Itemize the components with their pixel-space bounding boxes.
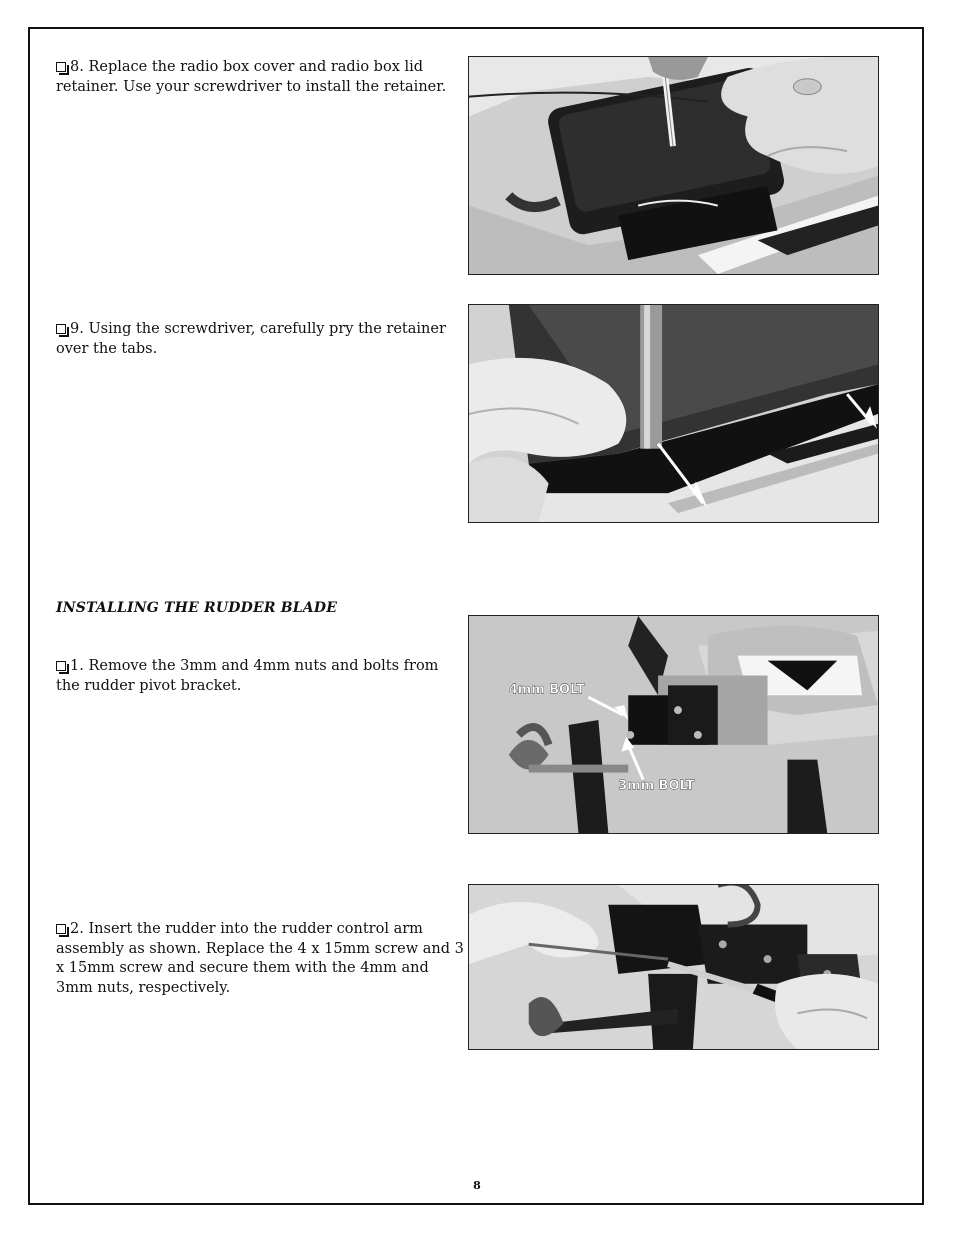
checkbox-icon[interactable]: [56, 661, 66, 671]
step-9-text: 9. Using the screwdriver, carefully pry the retainer over the tabs.: [56, 321, 446, 357]
callout-3mm-bolt: 3mm BOLT: [618, 778, 695, 794]
page-number: 8: [473, 1179, 481, 1192]
step-2-text: 2. Insert the rudder into the rudder control arm assembly as shown. Replace the 4 x 15mm screw and 3 x 15mm screw and secure them with the 4mm and 3mm nuts, respectively.: [56, 921, 464, 996]
photo-insert-rudder: [468, 884, 879, 1050]
checkbox-icon[interactable]: [56, 924, 66, 934]
step-8-text: 8. Replace the radio box cover and radio box lid retainer. Use your screwdriver to install the retainer.: [56, 59, 447, 95]
photo-pry-retainer: [468, 304, 879, 523]
checkbox-icon[interactable]: [56, 62, 66, 72]
section-heading: INSTALLING THE RUDDER BLADE: [56, 600, 338, 616]
photo-radio-box-cover: [468, 56, 879, 275]
photo-rudder-bracket: [468, 615, 879, 834]
checkbox-icon[interactable]: [56, 324, 66, 334]
callout-4mm-bolt: 4mm BOLT: [508, 682, 585, 698]
step-1-text: 1. Remove the 3mm and 4mm nuts and bolts from the rudder pivot bracket.: [56, 658, 439, 694]
